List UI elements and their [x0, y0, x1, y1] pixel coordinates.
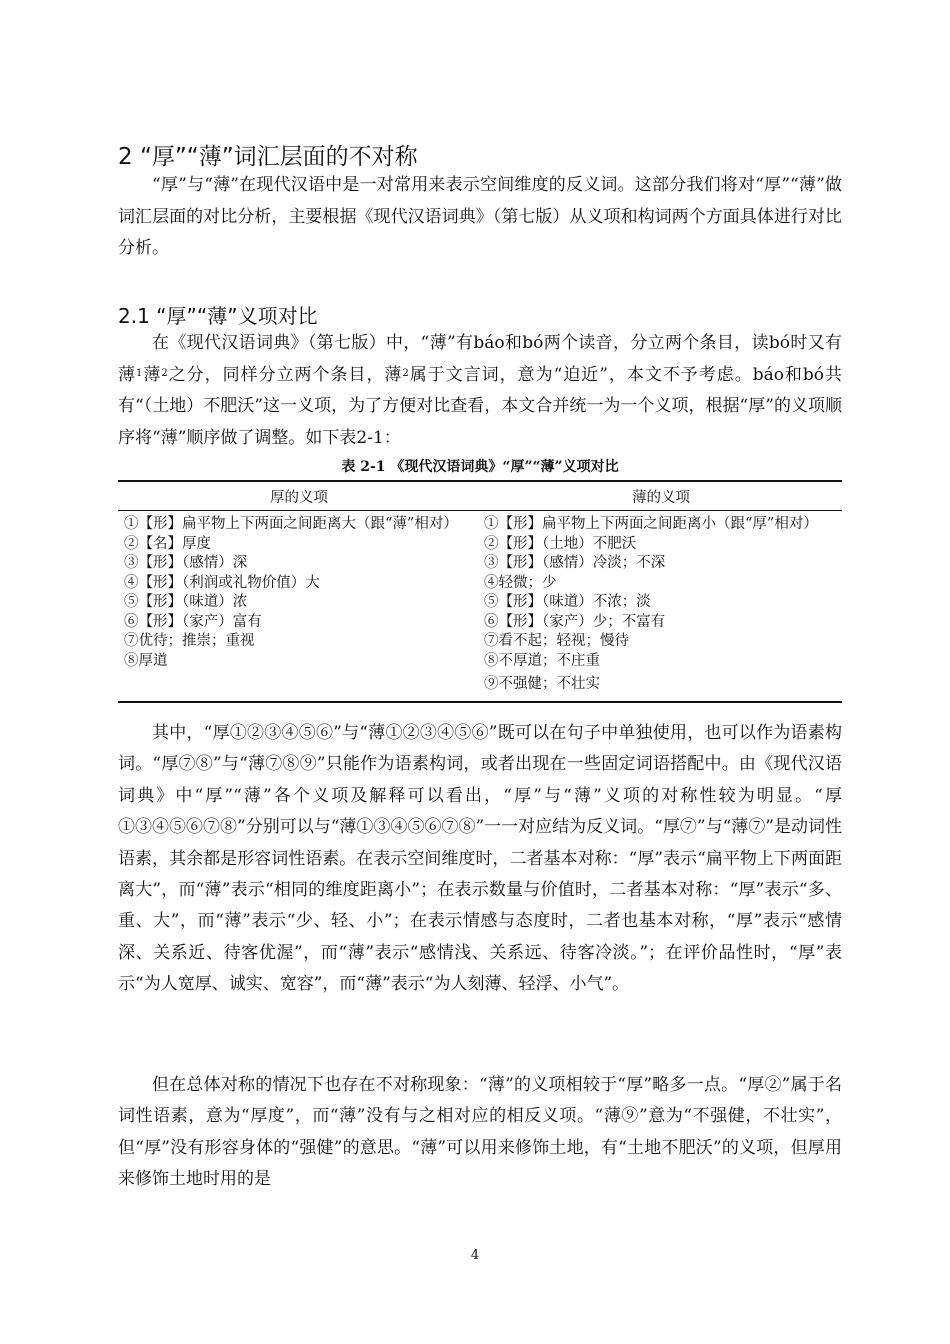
hou-sense-4: ④【形】（利润或礼物价值）大 — [124, 574, 320, 591]
paragraph-text: 之分，同样分立两个条目，薄 — [167, 364, 403, 385]
bao-sense-7: ⑦看不起；轻视；慢待 — [484, 633, 629, 649]
hou-sense-2: ②【名】厚度 — [124, 535, 211, 552]
sense-comparison-table — [118, 480, 842, 703]
header-hou: 厚的义项 — [118, 481, 480, 511]
bao-sense-1: ①【形】扁平物上下两面之间距离小（跟“厚”相对） — [484, 516, 818, 532]
hou-sense-6: ⑥【形】（家产）富有 — [124, 613, 262, 630]
hou-sense-5: ⑤【形】（味道）浓 — [124, 594, 248, 610]
hou-sense-8: ⑧厚道 — [124, 652, 168, 669]
bao-senses-cell — [480, 511, 842, 702]
hou-senses-cell — [118, 511, 480, 702]
analysis-paragraph: 其中，“厚①②③④⑤⑥”与“薄①②③④⑤⑥”既可以在句子中单独使用，也可以作为语素构词。“厚⑦⑧”与“薄⑦⑧⑨”只能作为语素构词，或者出现在一些固定词语搭配中。由《现代汉语词典》中“厚”“薄”各个义项及解释可以看出，“厚”与“薄”义项的对称性较为明显。“厚①③④⑤⑥⑦⑧”分别可以与“薄①③④⑤⑥⑦⑧”一一对应结为反义词。“厚⑦”与“薄⑦”是动词性语素，其余都是形容词性语素。在表示空间维度时，二者基本对称：“厚”表示“扁平物上下两面距离大”，而“薄”表示“相同的维度距离小”；在表示数量与价值时，二者基本对称：“厚”表示“多、重、大”，而“薄”表示“少、轻、小”；在表示情感与态度时，二者也基本对称，“厚”表示“感情深、关系近、待客优渥”，而“薄”表示“感情浅、关系远、待客冷淡。”；在评价品性时，“厚”表示“为人宽厚、诚实、宽容”，而“薄”表示“为人刻薄、轻浮、小气”。 — [118, 723, 842, 995]
intro-paragraph: “厚”与“薄”在现代汉语中是一对常用来表示空间维度的反义词。这部分我们将对“厚”“薄”做词汇层面的对比分析，主要根据《现代汉语词典》（第七版）从义项和构词两个方面具体进行对比分析。 — [118, 175, 842, 258]
superscript: 1 — [135, 367, 143, 379]
hou-sense-1: ①【形】扁平物上下两面之间距离大（跟“薄”相对） — [124, 516, 458, 532]
paragraph-text: 属于文言词，意为“迫近”，本文不予考虑。báo和bó共有“（土地）不肥沃”这一义项，为了方便对比查看，本文合并统一为一个义项，根据“厚”的义项顺序将“薄”顺序做了调整。如下表2-1： — [118, 364, 843, 448]
bao-sense-5: ⑤【形】（味道）不浓；淡 — [484, 594, 651, 610]
subsection-heading: 2.1 “厚”“薄”义项对比 — [118, 304, 318, 328]
section-heading: 2 “厚”“薄”词汇层面的不对称 — [118, 144, 418, 170]
bao-sense-2: ②【形】（土地）不肥沃 — [484, 535, 637, 552]
table-caption: 表 2-1 《现代汉语词典》“厚”“薄”义项对比 — [341, 459, 619, 475]
bao-sense-3: ③【形】（感情）冷淡；不深 — [484, 555, 666, 571]
table-header-row — [118, 481, 842, 511]
paragraph-text: 在《现代汉语词典》（第七版）中，“薄”有báo和bó两个读音，分立两个条目，读bó时又有薄 — [118, 333, 842, 385]
table-row — [118, 511, 842, 702]
superscript: 2 — [161, 367, 168, 379]
page-number: 4 — [470, 1248, 480, 1263]
hou-sense-7: ⑦优待；推崇；重视 — [124, 633, 255, 649]
asymmetry-paragraph: 但在总体对称的情况下也存在不对称现象：“薄”的义项相较于“厚”略多一点。“厚②”属于名词性语素，意为“厚度”，而“薄”没有与之相对应的相反义项。“薄⑨”意为“不强健，不壮实”，但“厚”没有形容身体的“强健”的意思。“薄”可以用来修饰土地，有“土地不肥沃”的义项，但厚用来修饰土地时用的是 — [118, 1075, 842, 1190]
bao-sense-8: ⑧不厚道；不庄重 — [484, 652, 600, 669]
superscript: 2 — [402, 367, 409, 379]
hou-sense-3: ③【形】（感情）深 — [124, 555, 248, 571]
pronunciation-paragraph — [118, 328, 842, 454]
paragraph-text: 薄 — [142, 364, 162, 385]
header-bao: 薄的义项 — [480, 481, 842, 511]
bao-sense-6: ⑥【形】（家产）少；不富有 — [484, 613, 666, 630]
bao-sense-4: ④轻微；少 — [484, 574, 557, 591]
bao-sense-9: ⑨不强健；不壮实 — [484, 676, 600, 692]
